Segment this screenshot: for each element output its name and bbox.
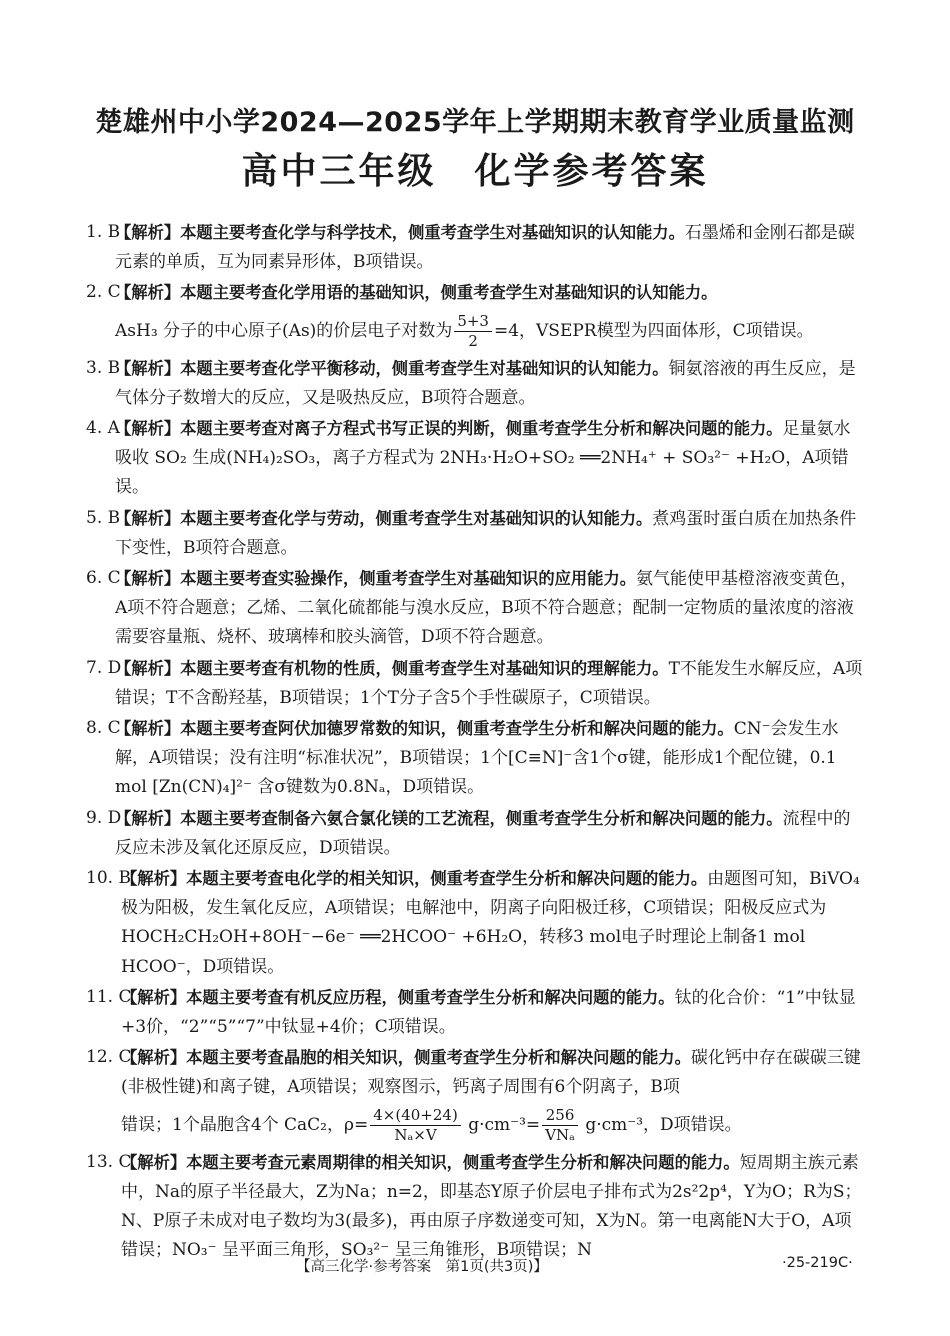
answer-item-12 — [86, 1043, 866, 1146]
analysis-text: 由题图可知，BiVO₄ 极为阳极，发生氧化反应，A项错误；电解池中，阴离子向阳极迁移，C项错误；阳极反应式为 HOCH₂CH₂OH+8OH⁻−6e⁻ ══2HCOO⁻ +6H₂O，转移3 mol电子时理论上制备1 mol HCOO⁻，D项错误。 — [121, 869, 860, 977]
fraction: $\frac{4\times(40+24)}{\text{Nₐ×V}}$ — [370, 1106, 461, 1145]
analysis-text: =4，VSEPR模型为四面体形，C项错误。 — [493, 320, 814, 341]
analysis-text: 碳化钙中存在碳碳三键(非极性键)和离子键，A项错误；观察图示，钙离子周围有6个阴离子，B项 — [121, 1048, 861, 1098]
analysis-text: CN⁻会发生水解，A项错误；没有注明“标准状况”，B项错误；1个[C≡N]⁻含1个σ键，能形成1个配位键，0.1 mol [Zn(CN)₄]²⁻ 含σ键数为0.8Nₐ，D项错误。 — [115, 719, 839, 798]
answer-item-1 — [86, 218, 866, 277]
analysis-lead: 【解析】本题主要考查有机反应历程，侧重考查学生分析和解决问题的能力。 — [121, 987, 675, 1007]
analysis-text: g·cm⁻³= — [462, 1114, 541, 1135]
analysis-text: 流程中的反应未涉及氧化还原反应，D项错误。 — [115, 808, 851, 858]
question-number: 3. B — [86, 357, 121, 378]
answer-item-2 — [86, 278, 866, 352]
answer-item-7 — [86, 654, 866, 713]
grade-label: 高中三年级 — [241, 151, 437, 192]
analysis-lead: 【解析】本题主要考查化学平衡移动，侧重考查学生对基础知识的认知能力。 — [115, 358, 669, 378]
analysis-text: 错误；1个晶胞含4个 CaC₂，ρ= — [121, 1114, 369, 1135]
subject-label: 化学参考答案 — [474, 151, 709, 192]
answer-list — [86, 218, 866, 1267]
analysis-text: g·cm⁻³，D项错误。 — [579, 1114, 742, 1135]
analysis-text: 煮鸡蛋时蛋白质在加热条件下变性，B项符合题意。 — [115, 508, 857, 558]
answer-title — [0, 143, 950, 194]
question-number: 4. A — [86, 418, 120, 439]
answer-item-13 — [86, 1148, 866, 1266]
analysis-lead: 【解析】本题主要考查制备六氨合氯化镁的工艺流程，侧重考查学生分析和解决问题的能力。 — [115, 808, 783, 828]
fraction: $\frac{256}{\text{VNₐ}}$ — [542, 1106, 578, 1145]
answer-item-11 — [86, 983, 866, 1042]
question-number: 12. C — [86, 1047, 132, 1068]
answer-item-5 — [86, 504, 866, 563]
answer-item-4 — [86, 414, 866, 503]
analysis-lead: 【解析】本题主要考查化学与劳动，侧重考查学生对基础知识的认知能力。 — [115, 508, 653, 528]
analysis-lead: 【解析】本题主要考查电化学的相关知识，侧重考查学生分析和解决问题的能力。 — [121, 869, 708, 889]
question-number: 1. B — [86, 222, 121, 242]
document-code: ·25-219C· — [782, 1255, 853, 1271]
question-number: 10. B — [86, 868, 131, 889]
question-number: 8. C — [86, 718, 121, 739]
analysis-text: 短周期主族元素中，Na的原子半径最大，Z为Na；n=2，即基态Y原子价层电子排布式为2s²2p⁴，Y为O；R为S；N、P原子未成对电子数均为3(最多)，再由原子序数递变可知，X为N。第一电离能N大于O，A项错误；NO₃⁻ 呈平面三角形，SO₃²⁻ 呈三角锥形，B项错误；N — [121, 1152, 862, 1261]
question-number: 9. D — [86, 807, 122, 828]
analysis-lead: 【解析】本题主要考查元素周期律的相关知识，侧重考查学生分析和解决问题的能力。 — [121, 1152, 740, 1172]
page-indicator: 【高三化学·参考答案 第1页(共3页)】 — [296, 1259, 548, 1275]
analysis-lead: 【解析】本题主要考查化学与科学技术，侧重考查学生对基础知识的认知能力。 — [115, 223, 685, 242]
answer-item-9 — [86, 804, 866, 863]
analysis-text: 钛的化合价：“1”中钛显+3价，“2”“5”“7”中钛显+4价；C项错误。 — [121, 987, 856, 1038]
analysis-text: AsH₃ 分子的中心原子(As)的价层电子对数为 — [115, 320, 453, 341]
analysis-text: 铜氨溶液的再生反应，是气体分子数增大的反应，又是吸热反应，B项符合题意。 — [115, 358, 856, 408]
analysis-text: 氨气能使甲基橙溶液变黄色，A项不符合题意；乙烯、二氧化硫都能与溴水反应，B项不符合题意；配制一定物质的量浓度的溶液需要容量瓶、烧杯、玻璃棒和胶头滴管，D项不符合题意。 — [115, 569, 858, 648]
exam-title: 楚雄州中小学2024—2025学年上学期期末教育学业质量监测 — [95, 107, 855, 138]
analysis-lead: 【解析】本题主要考查实验操作，侧重考查学生对基础知识的应用能力。 — [115, 569, 637, 589]
analysis-lead: 【解析】本题主要考查对离子方程式书写正误的判断，侧重考查学生分析和解决问题的能力。 — [115, 419, 783, 439]
answer-item-6 — [86, 564, 866, 653]
analysis-lead: 【解析】本题主要考查阿伏加德罗常数的知识，侧重考查学生分析和解决问题的能力。 — [115, 719, 734, 739]
question-number: 5. B — [86, 507, 121, 528]
analysis-lead: 【解析】本题主要考查化学用语的基础知识，侧重考查学生对基础知识的认知能力。 — [115, 283, 718, 303]
question-number: 2. C — [86, 282, 121, 303]
fraction: $\frac{5+3}{2}$ — [454, 312, 492, 351]
analysis-text: T不能发生水解反应，A项错误；T不含酚羟基，B项错误；1个T分子含5个手性碳原子，C项错误。 — [115, 658, 863, 708]
analysis-lead: 【解析】本题主要考查有机物的性质，侧重考查学生对基础知识的理解能力。 — [115, 658, 669, 678]
analysis-text: 足量氨水吸收 SO₂ 生成(NH₄)₂SO₃，离子方程式为 2NH₃·H₂O+SO₂ ══2NH₄⁺ + SO₃²⁻ +H₂O，A项错误。 — [115, 419, 851, 498]
analysis-text: 石墨烯和金刚石都是碳元素的单质，互为同素异形体，B项错误。 — [115, 223, 855, 273]
question-number: 6. C — [86, 568, 121, 589]
question-number: 11. C — [86, 986, 132, 1007]
answer-item-10 — [86, 864, 866, 982]
question-number: 7. D — [86, 657, 122, 678]
answer-item-3 — [86, 354, 866, 413]
analysis-lead: 【解析】本题主要考查晶胞的相关知识，侧重考查学生分析和解决问题的能力。 — [121, 1048, 691, 1068]
answer-item-8 — [86, 714, 866, 803]
question-number: 13. C — [86, 1151, 132, 1172]
